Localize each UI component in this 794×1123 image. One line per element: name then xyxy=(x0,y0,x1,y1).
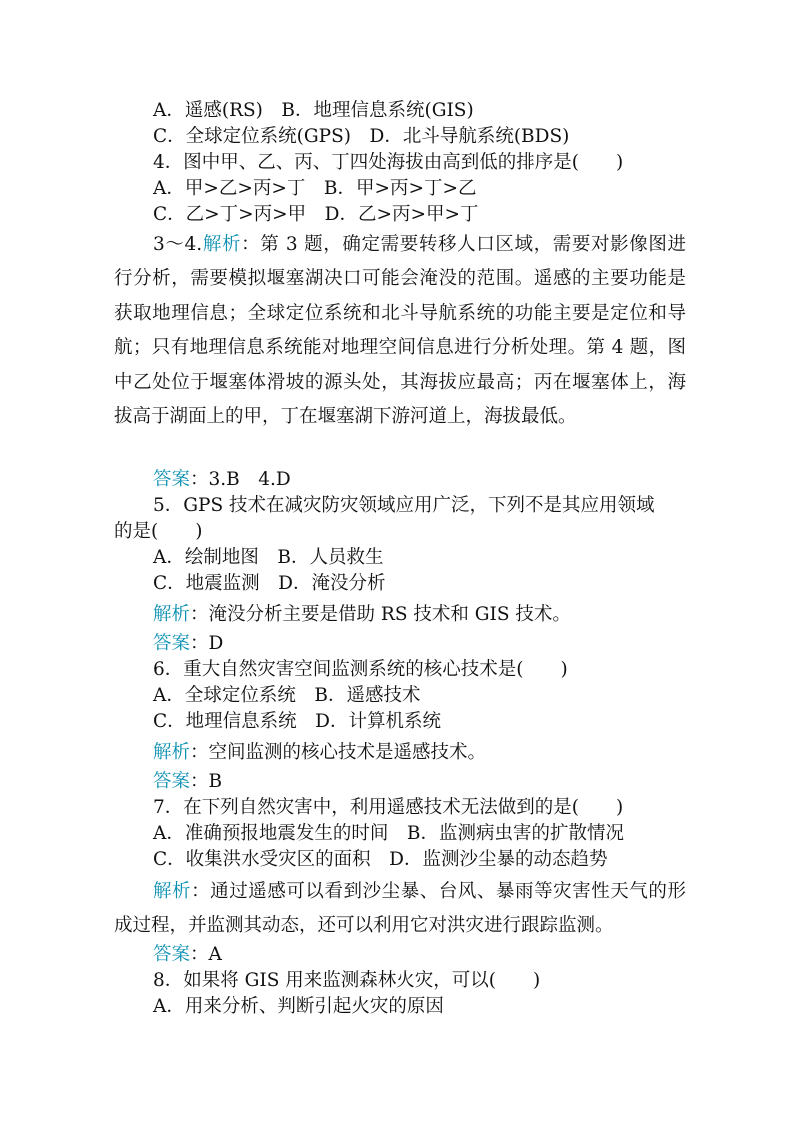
q7-options-ab: A．准确预报地震发生的时间 B．监测病虫害的扩散情况 xyxy=(153,823,624,844)
q7-answer-label: 答案 xyxy=(153,944,191,965)
q5-explanation-label: 解析 xyxy=(153,604,191,625)
q6-explanation-label: 解析 xyxy=(153,742,191,763)
q6-answer-text: ：B xyxy=(190,771,223,792)
q3-options-cd: C．全球定位系统(GPS) D．北斗导航系统(BDS) xyxy=(153,126,570,147)
q34-prefix: 3～4. xyxy=(153,234,203,255)
q34-explanation-label: 解析 xyxy=(202,234,242,255)
q7-answer-text: ：A xyxy=(190,944,222,965)
q7-explanation-text: ：通过遥感可以看到沙尘暴、台风、暴雨等灾害性天气的形成过程，并监测其动态，还可以利用它对洪灾进行跟踪监测。 xyxy=(114,881,686,936)
q34-answer-text: ：3.B 4.D xyxy=(190,469,291,490)
q3-options-ab: A．遥感(RS) B．地理信息系统(GIS) xyxy=(153,100,474,121)
q5-options-cd: C．地震监测 D．淹没分析 xyxy=(153,573,386,594)
q8-option-a: A．用来分析、判断引起火灾的原因 xyxy=(153,996,444,1017)
q4-options-ab: A．甲>乙>丙>丁 B．甲>丙>丁>乙 xyxy=(153,178,477,199)
q5-answer-label: 答案 xyxy=(153,633,191,654)
q6-answer xyxy=(0,769,794,795)
q6-explanation xyxy=(0,740,794,766)
q5-answer xyxy=(0,631,794,657)
q34-answer xyxy=(0,467,794,493)
q34-explanation xyxy=(114,228,686,434)
q4-options-cd: C．乙>丁>丙>甲 D．乙>丙>甲>丁 xyxy=(153,204,479,225)
q5-stem-line2: 的是( ) xyxy=(114,521,203,542)
q6-options-cd: C．地理信息系统 D．计算机系统 xyxy=(153,711,441,732)
q7-stem: 7．在下列自然灾害中，利用遥感技术无法做到的是( ) xyxy=(153,797,624,818)
q8-stem: 8．如果将 GIS 用来监测森林火灾，可以( ) xyxy=(153,970,541,991)
q6-answer-label: 答案 xyxy=(153,771,191,792)
q6-options-ab: A．全球定位系统 B．遥感技术 xyxy=(153,685,421,706)
q5-explanation-text: ：淹没分析主要是借助 RS 技术和 GIS 技术。 xyxy=(190,604,571,625)
q7-answer xyxy=(0,942,794,968)
q4-stem: 4．图中甲、乙、丙、丁四处海拔由高到低的排序是( ) xyxy=(153,152,624,173)
q34-explanation-text: ：第 3 题，确定需要转移人口区域，需要对影像图进行分析，需要模拟堰塞湖决口可能会淹没的范围。遥感的主要功能是获取地理信息；全球定位系统和北斗导航系统的功能主要是定位和导航；只有地理信息系统能对地理空间信息进行分析处理。第 4 题，图中乙处位于堰塞体滑坡的源头处，其海拔应最高；丙在堰塞体上，海拔高于湖面上的甲，丁在堰塞湖下游河道上，海拔最低。 xyxy=(114,234,686,428)
q5-explanation xyxy=(0,602,794,628)
q34-answer-label: 答案 xyxy=(153,469,191,490)
q6-explanation-text: ：空间监测的核心技术是遥感技术。 xyxy=(190,742,487,763)
q6-stem: 6．重大自然灾害空间监测系统的核心技术是( ) xyxy=(153,659,568,680)
q7-options-cd: C．收集洪水受灾区的面积 D．监测沙尘暴的动态趋势 xyxy=(153,849,608,870)
q5-stem-line1: 5．GPS 技术在减灾防灾领域应用广泛，下列不是其应用领域 xyxy=(153,495,655,516)
q7-explanation xyxy=(114,875,686,943)
q7-explanation-label: 解析 xyxy=(153,881,192,902)
q5-answer-text: ：D xyxy=(190,633,224,654)
q5-options-ab: A．绘制地图 B．人员救生 xyxy=(153,547,384,568)
